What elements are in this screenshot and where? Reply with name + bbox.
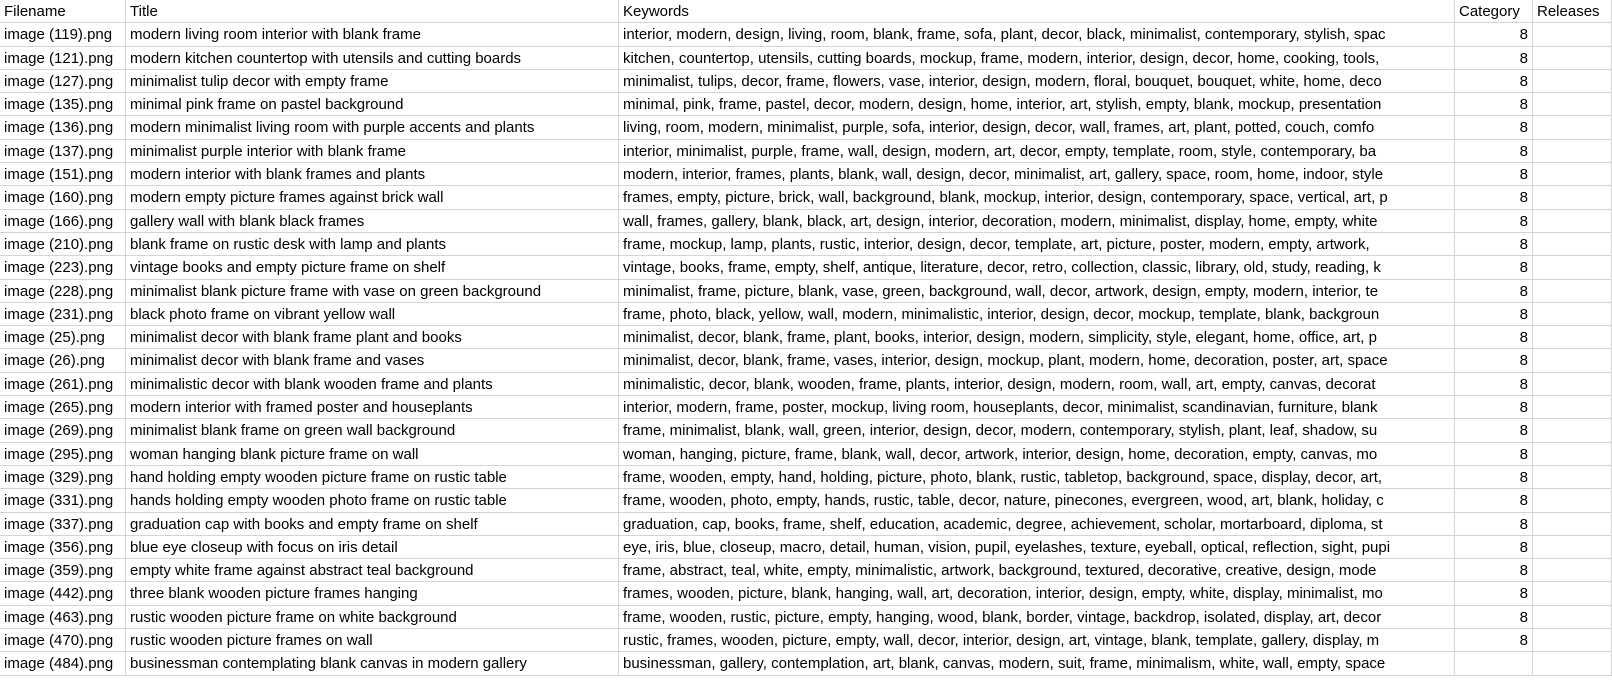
cell-releases[interactable] [1533, 303, 1612, 326]
cell-filename[interactable]: image (137).png [0, 140, 126, 163]
cell-title[interactable]: gallery wall with blank black frames [126, 210, 619, 233]
cell-keywords[interactable]: wall, frames, gallery, blank, black, art, design, interior, decoration, modern, minimalist, display, home, empty, white [619, 210, 1455, 233]
cell-title[interactable]: minimalist purple interior with blank frame [126, 140, 619, 163]
cell-keywords[interactable]: frame, mockup, lamp, plants, rustic, interior, design, decor, template, art, picture, poster, modern, empty, artwork, [619, 233, 1455, 256]
cell-title[interactable]: hands holding empty wooden photo frame on rustic table [126, 489, 619, 512]
cell-filename[interactable]: image (463).png [0, 606, 126, 629]
cell-category[interactable]: 8 [1455, 256, 1533, 279]
cell-category[interactable]: 8 [1455, 116, 1533, 139]
cell-filename[interactable]: image (136).png [0, 116, 126, 139]
table-row [0, 23, 1612, 46]
cell-keywords[interactable]: graduation, cap, books, frame, shelf, education, academic, degree, achievement, scholar, mortarboard, diploma, st [619, 513, 1455, 536]
cell-category[interactable]: 8 [1455, 326, 1533, 349]
cell-releases[interactable] [1533, 23, 1612, 46]
cell-filename[interactable]: image (337).png [0, 513, 126, 536]
cell-releases[interactable] [1533, 93, 1612, 116]
cell-title[interactable]: modern minimalist living room with purple accents and plants [126, 116, 619, 139]
table-row [0, 606, 1612, 629]
cell-keywords[interactable]: vintage, books, frame, empty, shelf, antique, literature, decor, retro, collection, classic, library, old, study, reading, k [619, 256, 1455, 279]
cell-keywords[interactable]: interior, modern, design, living, room, blank, frame, sofa, plant, decor, black, minimalist, contemporary, stylish, spac [619, 23, 1455, 46]
cell-category[interactable]: 8 [1455, 582, 1533, 605]
cell-releases[interactable] [1533, 186, 1612, 209]
cell-title[interactable]: graduation cap with books and empty frame on shelf [126, 513, 619, 536]
cell-filename[interactable]: image (359).png [0, 559, 126, 582]
cell-keywords[interactable]: frame, wooden, photo, empty, hands, rustic, table, decor, nature, pinecones, evergreen, wood, art, blank, holiday, c [619, 489, 1455, 512]
table-row [0, 373, 1612, 396]
cell-keywords[interactable]: eye, iris, blue, closeup, macro, detail, human, vision, pupil, eyelashes, texture, eyeball, optical, reflection, sight, pupi [619, 536, 1455, 559]
cell-title[interactable]: modern interior with blank frames and plants [126, 163, 619, 186]
cell-keywords[interactable]: kitchen, countertop, utensils, cutting boards, mockup, frame, modern, interior, design, decor, home, cooking, tools, [619, 47, 1455, 70]
cell-keywords[interactable]: minimal, pink, frame, pastel, decor, modern, design, home, interior, art, stylish, empty, blank, mockup, presentation [619, 93, 1455, 116]
cell-releases[interactable] [1533, 536, 1612, 559]
cell-keywords[interactable]: living, room, modern, minimalist, purple, sofa, interior, design, decor, wall, frames, art, plant, potted, couch, comfo [619, 116, 1455, 139]
cell-category[interactable]: 8 [1455, 140, 1533, 163]
cell-category[interactable]: 8 [1455, 396, 1533, 419]
cell-filename[interactable]: image (295).png [0, 443, 126, 466]
table-row [0, 396, 1612, 419]
cell-title[interactable]: minimalistic decor with blank wooden frame and plants [126, 373, 619, 396]
column-header-category[interactable]: Category [1455, 0, 1533, 23]
cell-releases[interactable] [1533, 349, 1612, 372]
cell-filename[interactable]: image (261).png [0, 373, 126, 396]
table-row [0, 582, 1612, 605]
cell-title[interactable]: minimalist tulip decor with empty frame [126, 70, 619, 93]
cell-keywords[interactable]: minimalist, frame, picture, blank, vase, green, background, wall, decor, artwork, design, empty, modern, interior, te [619, 280, 1455, 303]
cell-category[interactable]: 8 [1455, 23, 1533, 46]
cell-releases[interactable] [1533, 47, 1612, 70]
cell-title[interactable]: modern kitchen countertop with utensils and cutting boards [126, 47, 619, 70]
cell-filename[interactable]: image (442).png [0, 582, 126, 605]
cell-releases[interactable] [1533, 233, 1612, 256]
cell-keywords[interactable]: frame, abstract, teal, white, empty, minimalistic, artwork, background, textured, decorative, creative, design, mode [619, 559, 1455, 582]
cell-releases[interactable] [1533, 326, 1612, 349]
table-row [0, 489, 1612, 512]
cell-keywords[interactable]: modern, interior, frames, plants, blank, wall, design, decor, minimalist, art, gallery, space, room, home, indoor, style [619, 163, 1455, 186]
cell-releases[interactable] [1533, 629, 1612, 652]
cell-category[interactable]: 8 [1455, 489, 1533, 512]
cell-category[interactable]: 8 [1455, 186, 1533, 209]
cell-filename[interactable]: image (484).png [0, 652, 126, 675]
cell-keywords[interactable]: minimalistic, decor, blank, wooden, frame, plants, interior, design, modern, room, wall, art, empty, canvas, decorat [619, 373, 1455, 396]
cell-filename[interactable]: image (223).png [0, 256, 126, 279]
cell-releases[interactable] [1533, 513, 1612, 536]
cell-releases[interactable] [1533, 396, 1612, 419]
cell-category[interactable]: 8 [1455, 606, 1533, 629]
table-row [0, 116, 1612, 139]
cell-title[interactable]: rustic wooden picture frame on white background [126, 606, 619, 629]
cell-category[interactable]: 8 [1455, 210, 1533, 233]
table-row [0, 629, 1612, 652]
cell-releases[interactable] [1533, 419, 1612, 442]
cell-filename[interactable]: image (228).png [0, 280, 126, 303]
header-row [0, 0, 1612, 23]
cell-category[interactable]: 8 [1455, 93, 1533, 116]
table-row [0, 47, 1612, 70]
cell-category[interactable]: 8 [1455, 536, 1533, 559]
table-row [0, 280, 1612, 303]
cell-filename[interactable]: image (265).png [0, 396, 126, 419]
cell-filename[interactable]: image (331).png [0, 489, 126, 512]
cell-filename[interactable]: image (151).png [0, 163, 126, 186]
cell-filename[interactable]: image (356).png [0, 536, 126, 559]
table-body [0, 23, 1612, 675]
cell-title[interactable]: modern living room interior with blank frame [126, 23, 619, 46]
column-header-filename[interactable]: Filename [0, 0, 126, 23]
cell-keywords[interactable]: frame, wooden, empty, hand, holding, picture, photo, blank, rustic, tabletop, background, space, display, decor, art, [619, 466, 1455, 489]
cell-title[interactable]: hand holding empty wooden picture frame on rustic table [126, 466, 619, 489]
cell-category[interactable]: 8 [1455, 466, 1533, 489]
cell-title[interactable]: three blank wooden picture frames hanging [126, 582, 619, 605]
cell-releases[interactable] [1533, 140, 1612, 163]
table-row [0, 349, 1612, 372]
table-row [0, 186, 1612, 209]
cell-category[interactable]: 8 [1455, 629, 1533, 652]
cell-filename[interactable]: image (166).png [0, 210, 126, 233]
table-row [0, 559, 1612, 582]
cell-releases[interactable] [1533, 443, 1612, 466]
cell-releases[interactable] [1533, 606, 1612, 629]
cell-title[interactable]: rustic wooden picture frames on wall [126, 629, 619, 652]
cell-keywords[interactable]: interior, minimalist, purple, frame, wall, design, modern, art, decor, empty, template, room, style, contemporary, ba [619, 140, 1455, 163]
column-header-title[interactable]: Title [126, 0, 619, 23]
cell-filename[interactable]: image (127).png [0, 70, 126, 93]
cell-category[interactable] [1455, 652, 1533, 675]
cell-category[interactable]: 8 [1455, 419, 1533, 442]
cell-category[interactable]: 8 [1455, 163, 1533, 186]
table-row [0, 210, 1612, 233]
table-row [0, 233, 1612, 256]
cell-category[interactable]: 8 [1455, 373, 1533, 396]
cell-keywords[interactable]: frame, photo, black, yellow, wall, modern, minimalistic, interior, design, decor, mockup, template, blank, backgroun [619, 303, 1455, 326]
cell-releases[interactable] [1533, 652, 1612, 675]
cell-title[interactable]: minimalist decor with blank frame plant and books [126, 326, 619, 349]
table-row [0, 536, 1612, 559]
table-row [0, 326, 1612, 349]
cell-filename[interactable]: image (135).png [0, 93, 126, 116]
cell-title[interactable]: businessman contemplating blank canvas in modern gallery [126, 652, 619, 675]
cell-releases[interactable] [1533, 582, 1612, 605]
table-row [0, 140, 1612, 163]
cell-releases[interactable] [1533, 280, 1612, 303]
table-row [0, 256, 1612, 279]
cell-title[interactable]: modern empty picture frames against brick wall [126, 186, 619, 209]
table-row [0, 303, 1612, 326]
cell-filename[interactable]: image (26).png [0, 349, 126, 372]
cell-releases[interactable] [1533, 466, 1612, 489]
cell-keywords[interactable]: businessman, gallery, contemplation, art, blank, canvas, modern, suit, frame, minimalism, white, wall, empty, space [619, 652, 1455, 675]
cell-keywords[interactable]: woman, hanging, picture, frame, blank, wall, decor, artwork, interior, design, home, decoration, empty, canvas, mo [619, 443, 1455, 466]
cell-releases[interactable] [1533, 256, 1612, 279]
cell-category[interactable]: 8 [1455, 513, 1533, 536]
cell-category[interactable]: 8 [1455, 233, 1533, 256]
cell-filename[interactable]: image (269).png [0, 419, 126, 442]
cell-filename[interactable]: image (329).png [0, 466, 126, 489]
cell-title[interactable]: minimalist blank picture frame with vase on green background [126, 280, 619, 303]
cell-keywords[interactable]: frame, minimalist, blank, wall, green, interior, design, decor, modern, contemporary, stylish, plant, leaf, shadow, su [619, 419, 1455, 442]
cell-releases[interactable] [1533, 373, 1612, 396]
cell-title[interactable]: minimalist blank frame on green wall background [126, 419, 619, 442]
cell-keywords[interactable]: frame, wooden, rustic, picture, empty, hanging, wood, blank, border, vintage, backdrop, isolated, display, art, decor [619, 606, 1455, 629]
cell-keywords[interactable]: frames, empty, picture, brick, wall, background, blank, mockup, interior, design, contemporary, space, vertical, art, p [619, 186, 1455, 209]
table-row [0, 443, 1612, 466]
cell-filename[interactable]: image (119).png [0, 23, 126, 46]
cell-filename[interactable]: image (121).png [0, 47, 126, 70]
cell-filename[interactable]: image (25).png [0, 326, 126, 349]
cell-releases[interactable] [1533, 210, 1612, 233]
cell-title[interactable]: woman hanging blank picture frame on wall [126, 443, 619, 466]
cell-keywords[interactable]: interior, modern, frame, poster, mockup, living room, houseplants, decor, minimalist, scandinavian, furniture, blank [619, 396, 1455, 419]
table-row [0, 163, 1612, 186]
cell-releases[interactable] [1533, 489, 1612, 512]
cell-filename[interactable]: image (470).png [0, 629, 126, 652]
cell-category[interactable]: 8 [1455, 349, 1533, 372]
cell-title[interactable]: vintage books and empty picture frame on shelf [126, 256, 619, 279]
cell-category[interactable]: 8 [1455, 280, 1533, 303]
cell-category[interactable]: 8 [1455, 559, 1533, 582]
cell-keywords[interactable]: frames, wooden, picture, blank, hanging, wall, art, decoration, interior, design, empty, white, display, minimalist, mo [619, 582, 1455, 605]
cell-category[interactable]: 8 [1455, 47, 1533, 70]
cell-title[interactable]: blank frame on rustic desk with lamp and plants [126, 233, 619, 256]
cell-keywords[interactable]: minimalist, tulips, decor, frame, flowers, vase, interior, design, modern, floral, bouquet, bouquet, white, home, deco [619, 70, 1455, 93]
cell-filename[interactable]: image (160).png [0, 186, 126, 209]
cell-keywords[interactable]: minimalist, decor, blank, frame, plant, books, interior, design, modern, simplicity, style, elegant, home, office, art, p [619, 326, 1455, 349]
cell-title[interactable]: minimal pink frame on pastel background [126, 93, 619, 116]
table-row [0, 513, 1612, 536]
column-header-keywords[interactable]: Keywords [619, 0, 1455, 23]
cell-title[interactable]: empty white frame against abstract teal background [126, 559, 619, 582]
cell-category[interactable]: 8 [1455, 443, 1533, 466]
table-row [0, 652, 1612, 675]
column-header-releases[interactable]: Releases [1533, 0, 1612, 23]
cell-category[interactable]: 8 [1455, 70, 1533, 93]
cell-filename[interactable]: image (231).png [0, 303, 126, 326]
table-row [0, 93, 1612, 116]
cell-releases[interactable] [1533, 116, 1612, 139]
cell-title[interactable]: modern interior with framed poster and houseplants [126, 396, 619, 419]
cell-releases[interactable] [1533, 559, 1612, 582]
cell-category[interactable]: 8 [1455, 303, 1533, 326]
cell-title[interactable]: black photo frame on vibrant yellow wall [126, 303, 619, 326]
cell-keywords[interactable]: minimalist, decor, blank, frame, vases, interior, design, mockup, plant, modern, home, decoration, poster, art, space [619, 349, 1455, 372]
table-row [0, 466, 1612, 489]
table-row [0, 70, 1612, 93]
cell-filename[interactable]: image (210).png [0, 233, 126, 256]
cell-title[interactable]: blue eye closeup with focus on iris detail [126, 536, 619, 559]
cell-title[interactable]: minimalist decor with blank frame and vases [126, 349, 619, 372]
table-row [0, 419, 1612, 442]
cell-releases[interactable] [1533, 70, 1612, 93]
cell-keywords[interactable]: rustic, frames, wooden, picture, empty, wall, decor, interior, design, art, vintage, blank, template, gallery, display, m [619, 629, 1455, 652]
cell-releases[interactable] [1533, 163, 1612, 186]
